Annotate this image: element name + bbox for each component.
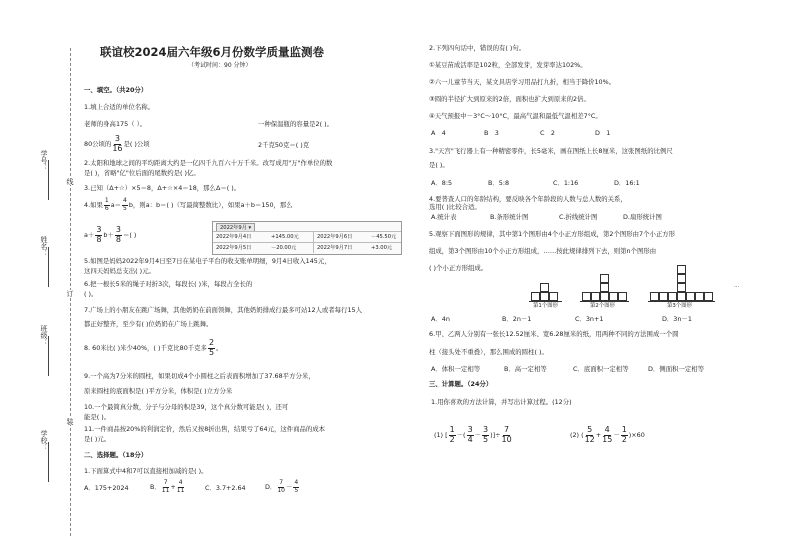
q2a-post: 是( )公顷 (123, 140, 150, 148)
q19-line-2: 柱（接头处不重叠），那么围成的圆柱( )。 (429, 348, 548, 356)
q6-fraction-2: $\frac{3}{8}$ (115, 225, 121, 244)
q15-option-a: A 4 (431, 129, 446, 137)
section-3-heading: 三、计算题。（24分） (429, 380, 493, 388)
q17-option-a: A.统计表 (431, 213, 457, 221)
q15-statement-3: ③圆的半径扩大到原来的2倍，面积也扩大到原来的2倍。 (429, 95, 590, 103)
bill-amount: +3.00元 (371, 245, 393, 251)
q12-line-1: 10.一个最简真分数，分子与分母的积是39，这个真分数可能是( )，还可 (84, 403, 289, 411)
q19-line-1: 6.甲、乙两人分别有一张长12.52厘米、宽6.28厘米的纸，用两种不同的方法围成一个圆 (429, 330, 679, 338)
calc-1: (1) [ $\frac{1}{2}$ －( $\frac{3}{4}$ － $\frac{3}{5}$ )]÷ $\frac{7}{10}$ (434, 425, 512, 444)
q10-fraction: $\frac{2}{5}$ (208, 338, 215, 357)
q15-statement-1: ①某豆苗成活率是102粒，全部发芽，发芽率达102%。 (429, 61, 587, 69)
q3-line-2: 是( )，省略"亿"位后面的尾数约是( )亿。 (84, 169, 200, 177)
q18-line-2: 组成，第3个图形由10个小正方形组成，……按此规律排列下去，则第n个图形由 (429, 247, 657, 255)
q3-line-1: 2.太阳和地球之间的平均距离大约是一亿四千九百六十万千米。改写成用"万"作单位的数 (84, 159, 333, 167)
q17-line-1: 4.要普查人口的年龄结构，要反映各个年龄段的人数与总人数的关系， (429, 195, 627, 203)
calc-2: (2) ( $\frac{5}{12}$ + $\frac{4}{15}$ － $\frac{1}{2}$ )×60 (570, 425, 645, 444)
q7-line-1: 5.如图是妈妈2022年9月4日至7日在某电子平台的收支账单明细，9月4日收入145元， (84, 257, 331, 265)
q18-option-d: D．3n－1 (662, 315, 692, 323)
bill-date: 2022年9月5日 (216, 245, 252, 251)
figure-2-label: 第2个图形 (590, 303, 615, 309)
q1-stem: 1.填上合适的单位名称。 (84, 103, 155, 111)
q11-line-2: 原来圆柱的底面积是( )平方分米，体积是( )立方分米 (84, 387, 233, 395)
bill-image (212, 221, 402, 255)
label-zhuang: 装 (66, 418, 74, 425)
q1-part-a: 老师的身高175（ ）。 (84, 120, 147, 128)
q2-part-a (84, 134, 150, 153)
q6: a＋ $\frac{3}{8}$ b＋ $\frac{3}{8}$ ＝( ) (84, 225, 137, 244)
q18-option-c: C．3n+1 (575, 315, 604, 323)
section-1-heading: 一、填空。（共20分） (84, 86, 148, 94)
q17-option-b: B.条形统计图 (490, 213, 529, 221)
bill-month: 2022年9月 ▾ (216, 223, 255, 232)
bill-amount: +145.00元 (271, 234, 299, 240)
q8-line-1: 6.把一根长5米的绳子对折3次，每段长( )米，每段占全长的 (84, 280, 253, 288)
q13-line-1: 11.一件商品按20%的利润定价，然后又按8折出售，结果亏了64元，这件商品的成本 (84, 425, 326, 433)
q17-option-c: C.折线统计图 (559, 213, 598, 221)
q16-option-a: A．8:5 (431, 179, 453, 187)
q14-stem: 1.下面算式中4和7可以直接相加减的是( )。 (84, 467, 208, 475)
label-number: 学号： (40, 150, 48, 171)
label-class: 班级： (40, 325, 48, 346)
q4: 3.已知（Δ+☆）×5＝8，Δ+☆×4＝18，那么Δ＝( )。 (84, 184, 241, 192)
q14-option-a: A．175+2024 (84, 484, 129, 492)
q15-stem: 2.下列四句话中，错误的有( )句。 (429, 44, 526, 52)
q9-line-1: 7.广场上的小朋友在跳广场舞，其他奶奶在前面领舞，其他奶奶排成行最多可站12人或者每行15人 (84, 306, 362, 314)
q15-statement-2: ②六一儿童节当天，某文具店学习用品打九折，相当于降价10%。 (429, 78, 616, 86)
q18-line-1: 5.观察下面图形的规律，其中第1个图形由4个小正方形组成，第2个图形由7个小正方形 (429, 230, 676, 238)
q16-option-c: C．1:16 (553, 179, 579, 187)
underline-class (48, 336, 49, 376)
q18-option-b: B．2n－1 (502, 315, 532, 323)
q10: 8. 60米比( )米少40%，( )千克比80千克多 $\frac{2}{5}$ 。 (84, 338, 223, 357)
q16-option-d: D．16:1 (614, 179, 640, 187)
q15-option-b: B 3 (484, 129, 499, 137)
underline-school (48, 442, 49, 482)
underline-name (48, 247, 49, 287)
q16-line-2: 是( )。 (429, 161, 449, 169)
q19-option-c: C．底面积一定相等 (573, 365, 629, 373)
exam-time: （考试时间：90 分钟） (188, 62, 252, 69)
q17-option-d: D.扇形统计图 (623, 213, 662, 221)
label-ding: 订 (66, 290, 74, 297)
q2-part-b: 2千克50克＝( )克 (258, 141, 310, 149)
q5-fraction-1: $\frac{1}{6}$ (104, 197, 109, 212)
label-school: 学校： (40, 430, 48, 451)
q19-option-d: D．侧面积一定相等 (648, 365, 705, 373)
label-name: 姓名： (40, 236, 48, 257)
q1-part-b: 一种保温瓶的容量是2( )。 (258, 120, 333, 128)
q9-line-2: 都正好整齐，至少有( )位奶奶在广场上跳舞。 (84, 320, 213, 328)
q14-option-b: B． $\frac{7}{11}$ + $\frac{4}{11}$ (150, 479, 185, 494)
q8-line-2: ( )。 (84, 290, 98, 298)
q15-statement-4: ④天气预报中－3°C～10°C，最高气温和最低气温相差7°C。 (429, 112, 602, 120)
exam-title: 联谊校2024届六年级6月份数学质量监测卷 (100, 45, 325, 59)
q14-option-d: D． $\frac{7}{10}$ － $\frac{4}{5}$ (265, 479, 299, 494)
q19-option-b: B．高一定相等 (504, 365, 547, 373)
q16-option-b: B．5:8 (488, 179, 510, 187)
bill-date: 2022年9月4日 (216, 234, 252, 240)
q12-line-2: 能是( )。 (84, 413, 111, 421)
q18-line-3: ( )个小正方形组成。 (429, 264, 488, 272)
q5: 4.如果 $\frac{1}{6}$ a＝ $\frac{4}{5}$ b，则a：b＝( )（写最简整数比），如果a＋b＝150，那么 (84, 197, 293, 212)
q11-line-1: 9.一个高为7分米的圆柱，如果切成4个小圆柱之后表面积增加了37.68平方分米， (84, 372, 315, 380)
figure-ellipsis: … (734, 283, 740, 289)
q6-fraction-1: $\frac{3}{8}$ (96, 225, 102, 244)
figure-3-label: 第3个图形 (667, 303, 692, 309)
q13-line-2: 是( )元。 (84, 435, 111, 443)
q16-line-1: 3."天宫"飞行器上有一种精密零件，长5毫米，画在图纸上长8厘米，这张图纸的比例尺 (429, 147, 673, 155)
q7-line-2: 这四天妈妈总支出( )元。 (84, 267, 155, 275)
figure-1-label: 第1个图形 (533, 303, 558, 309)
q2a-fraction: $\frac{3}{16}$ (112, 134, 123, 153)
q2a-pre: 80公顷的 (84, 140, 112, 148)
section-2-heading: 二、选择题。（18分） (84, 451, 148, 459)
bill-date: 2022年9月6日 (317, 234, 353, 240)
q15-option-c: C 2 (540, 129, 555, 137)
bill-amount: －20.00元 (271, 245, 297, 251)
q20-stem: 1.用你喜欢的方法计算，并写出计算过程。(12分) (431, 398, 572, 406)
underline-number (48, 160, 49, 200)
q19-option-a: A．体积一定相等 (431, 365, 481, 373)
q18-option-a: A．4n (431, 315, 450, 323)
q17-line-2: 选用( )比较合适。 (429, 203, 481, 211)
bill-amount: －45.50元 (371, 234, 397, 240)
bill-date: 2022年9月7日 (317, 245, 353, 251)
q5-fraction-2: $\frac{4}{5}$ (123, 197, 127, 212)
label-xian: 线 (66, 178, 74, 185)
q14-option-c: C．3.7+2.64 (205, 484, 246, 492)
q15-option-d: D 1 (595, 129, 611, 137)
